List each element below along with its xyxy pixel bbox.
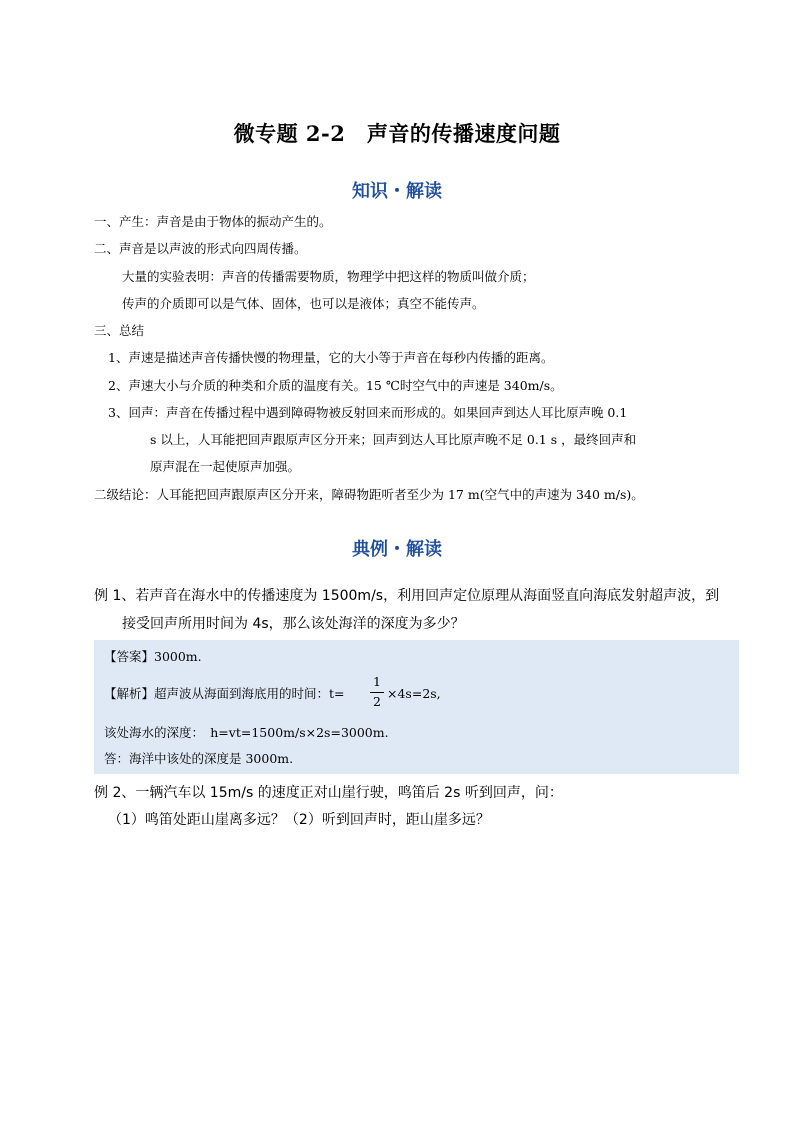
- fraction-denominator: 2: [373, 693, 381, 709]
- analysis-prefix: 【解析】超声波从海面到海底用的时间：t=: [104, 686, 345, 701]
- analysis-suffix: ×4s=2s,: [387, 686, 441, 701]
- examples-heading: 典例・解读: [352, 539, 442, 560]
- analysis-text: [104, 688, 345, 701]
- answer-conclusion: 答：海洋中该处的深度是 3000m.: [104, 751, 294, 766]
- example2-question-line-2: （1）鸣笛处距山崖离多远？（2）听到回声时，距山崖多远？: [108, 812, 490, 828]
- depth-calculation: 该处海水的深度： h=vt=1500m/s×2s=3000m.: [104, 725, 389, 740]
- page-title: 微专题 2-2 声音的传播速度问题: [233, 121, 561, 146]
- knowledge-line-2: 二、声音是以声波的形式向四周传播。: [94, 241, 307, 256]
- knowledge-line-10: 原声混在一起使原声加强。: [150, 459, 301, 474]
- knowledge-line-9: s 以上，人耳能把回声跟原声区分开来；回声到达人耳比原声晚不足 0.1 s ，最终回声和: [150, 432, 637, 447]
- fraction-one-half: [370, 676, 384, 708]
- knowledge-heading: 知识・解读: [352, 181, 442, 202]
- knowledge-line-11: 二级结论：人耳能把回声跟原声区分开来，障碍物距听者至少为 17 m(空气中的声速为 340 m/s)。: [94, 487, 644, 502]
- answer-box: [94, 640, 739, 774]
- knowledge-line-6: 1、声速是描述声音传播快慢的物理量，它的大小等于声音在每秒内传播的距离。: [108, 350, 554, 365]
- fraction-bar: [370, 692, 384, 693]
- knowledge-line-1: 一、产生：声音是由于物体的振动产生的。: [94, 214, 332, 229]
- example1-question-line-1: 例 1、若声音在海水中的传播速度为 1500m/s，利用回声定位原理从海面竖直向海底发射超声波，到: [94, 588, 720, 604]
- knowledge-line-8: 3、回声：声音在传播过程中遇到障碍物被反射回来而形成的。如果回声到达人耳比原声晚 0.1: [108, 405, 628, 420]
- fraction-numerator: 1: [373, 674, 381, 689]
- knowledge-line-7: 2、声速大小与介质的种类和介质的温度有关。15 ℃时空气中的声速是 340m/s。: [108, 378, 563, 393]
- answer-text: 【答案】3000m.: [104, 649, 202, 664]
- knowledge-line-5: 三、总结: [94, 323, 145, 338]
- example1-question-line-2: 接受回声所用时间为 4s，那么该处海洋的深度为多少？: [122, 616, 465, 632]
- knowledge-line-3: 大量的实验表明：声音的传播需要物质，物理学中把这样的物质叫做介质；: [122, 269, 535, 284]
- example2-question-line-1: 例 2、一辆汽车以 15m/s 的速度正对山崖行驶，鸣笛后 2s 听到回声，问：: [94, 785, 563, 801]
- knowledge-line-4: 传声的介质即可以是气体、固体，也可以是液体；真空不能传声。: [122, 296, 485, 311]
